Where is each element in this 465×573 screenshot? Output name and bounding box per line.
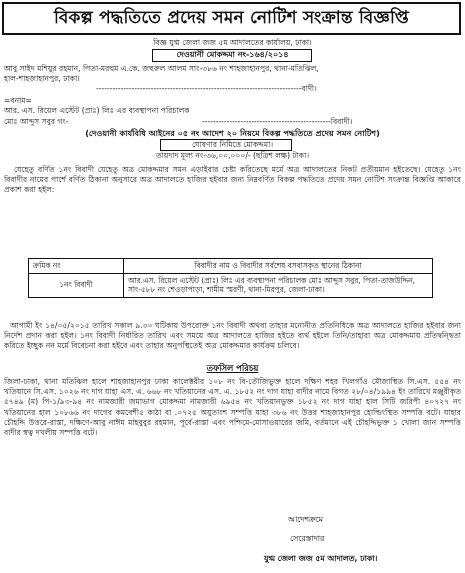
signature-officer: সেরেস্তাদার	[290, 534, 325, 543]
case-number: দেওয়ানী মোকদ্দমা নং-১৬৪/২০১৪	[176, 50, 289, 59]
plaintiff-line-2: হাল-শাহজাহানপুর, ঢাকা।	[4, 74, 80, 83]
signature-court: যুগ্ম জেলা জজ ৫ম আদালত, ঢাকা।	[264, 554, 378, 563]
signature-by-order: আদেশক্রমে	[288, 515, 323, 524]
table-cell-address: আর.এস. রিয়েল এস্টেট (প্রাঃ) লিঃ এর ব্যবস্থাপনা পরিচালক মোঃ আব্দুস সবুর, পিতা-তাজউদ্দিন, সাং-৫৮৮ নং শেওড়াপাড়া, শামীম স্মরণী, থানা-মিরপুর, জেলা-ঢাকা।	[124, 273, 433, 297]
schedule-heading: তফসিল পরিচয়	[206, 363, 259, 373]
valuation: তায়দাদ মূল্য নং-৩৬,০০,০০০/- (ছত্রিশ লক্ষ) টাকা।	[155, 151, 310, 160]
table-cell-serial: ১নং বিবাদী	[29, 273, 124, 297]
title-box	[2, 2, 461, 35]
table-header-serial: ক্রমিক নং	[29, 259, 124, 274]
court-line: বিজ্ঞ যুগ্ম জেলা জজ ৫ম আদালতের কার্যালয়, ঢাকা।	[153, 38, 312, 47]
table-header-address: বিবাদীর নাম ও বিবাদীর সর্বশেষ বসবাসকৃত স্থানের ঠিকানা	[124, 259, 433, 274]
table-row	[29, 273, 433, 297]
plaintiff-line-1: আবু সাইদ মশিয়ুর রহমান, পিতা-মরহুম এ.কে. জহুরুল আলম সাং-৩৮৬ নং শাহজাহানপুর, থানা-মতিঝিল,	[4, 64, 319, 73]
table-header-row	[29, 259, 433, 274]
versus-label: =বনাম=	[4, 96, 32, 105]
suit-type: ঘোষণার নিমিত্তে মোকদ্দমা।	[191, 140, 274, 149]
defendant-line-2: মোঃ আব্দুস সবুর গং-	[4, 117, 69, 126]
defendant-table	[28, 258, 433, 298]
intro-paragraph: যেহেতু বর্ণিত ১নং বিবাদী যেহেতু অত্র মোকদ্দমার সমন এড়াইবার চেষ্টা করিতেছে মর্মে অত্র আদালতের নিকট প্রতীয়মান হইতেছে। যেহেতু ১নং বিবাদীর নামের পার্শে বর্ণিত ঠিকানা অনুসারে অত্র আদালতে হাজির হইবার জন্য নিম্নবর্ণিত বিকল্প পদ্ধতিতে প্রদেয় সমন নোটিশ সংক্রান্ত বিজ্ঞপ্তি আকারে প্রকাশ করা হইল:	[4, 165, 461, 195]
schedule-paragraph: জিলা-ঢাকা, থানা মতিঝিল হালে শাহজাহানপুর ঢাকা কালেক্টরীর ১০৮ নং বি-তৌজিভুক্ত হালে দক্ষিণ শহর খিলগাঁও মৌজাস্থিত সি.এস. ৫৫৪ নং খতিয়ানে সি.এস. ১০২৬ নং দাগ যাহা এস. এ. ৬৬৮ নং খতিয়ানের এস. এ. ১৮৫২ নং দাগ যাহা বাদীর নামে বিগত ২৮/০৪/১৯৯৪ ইং তারিখে মঞ্জুরীকৃত ৫৭৪৯ (ম) পি-১/৯৩-৯৪ নং নামজারী জমাভাগ মোকদ্দমা নামজারী ৬৯৫৪ নং খতিয়ানভুক্ত ১৮৫২ নং দাগ যাহা হাল সিটি জরিপী ৪০৭২৭ নং খতিয়ানের হাল ১০৮৬৬ নং দাগের কমবেশী৫ কাঠা বা .০৭২৫ অযুতাংশ সম্পত্তি যাহা ৩৮৬ নং উত্তর শাহজাহানপুর হোল্ডিংস্থিত সম্পত্তি বটে। যাহার চৌহদ্দি উত্তরে-রাস্তা, দক্ষিণে-আবু নাঈম মাহবুবুর রহমান, পূর্বে-রাস্তা এবং পশ্চিমে-মোসাওয়ারের জমি, বর্তমানে এই চৌহদ্দিভুক্ত ১ খোলা জান সম্পত্তি বাদীর স্বত্ব দখলীয় সম্পত্তি বটে।	[4, 377, 461, 438]
defendant-role: -----------------------------------------------বিবাদী।	[202, 117, 353, 126]
defendant-line-1: আর. এস. রিয়েল এস্টেট (প্রাঃ) লিঃ এর ব্যবস্থাপনা পরিচালক	[4, 106, 190, 115]
plaintiff-role: ---------------------------------------------------------------------------বাদী।	[96, 84, 317, 93]
notice-heading: (দেওয়ানী কার্যবিধি আইনের ০৫ নং আদেশ ২০ নিয়মে বিকল্প পদ্ধতিতে প্রদেয় সমন নোটিশ)	[85, 128, 380, 138]
hearing-paragraph: আগামী ইং ১৪/০৫/২০১৫ তারিখ সকাল ৯.৩০ ঘটিকায় উপরোক্ত ১নং বিবাদী অথবা তাহার মনোনীত প্রতিনিধিকে অত্র আদালতে হাজির হইবার জন্য নির্দেশ প্রদান করা হইল। ১নং বিবাদী নির্ধারিত তারিখ এবং সময়ে অত্র আদালতে হাজির হইতে ব্যর্থ হইলে তিনি/তাহারা অত্র মোকদ্দমায় প্রতিদ্বন্দ্বিতা করিতে ইচ্ছুক নন মর্মে বিবেচনা করা হইবে এবং তাহার অনুপস্থিতেই অত্র মোকদ্দমার কার্যক্রম চলিবে।	[4, 321, 461, 351]
notice-title: বিকল্প পদ্ধতিতে প্রদেয় সমন নোটিশ সংক্রান্ত বিজ্ঞপ্তি	[54, 7, 409, 28]
